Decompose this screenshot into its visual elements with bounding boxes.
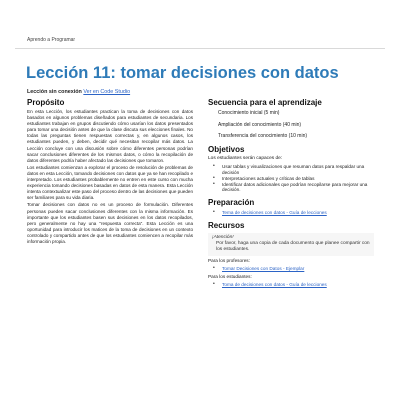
- proposito-heading: Propósito: [27, 98, 65, 107]
- lesson-subline: [27, 89, 130, 95]
- estudiantes-label: Para los estudiantes:: [208, 274, 252, 280]
- profesores-list: [208, 266, 374, 272]
- objetivo-item: • Interpretaciones actuales y críticas de tablas: [208, 176, 374, 182]
- secuencia-list: [208, 110, 374, 140]
- offline-label: Lección sin conexión: [27, 89, 82, 95]
- header-divider: [15, 48, 385, 49]
- objetivo-item: • Identificar datos adicionales que podrían recopilarse para mejorar una decisión.: [208, 182, 374, 194]
- left-column: [27, 98, 193, 245]
- proposito-paragraph-2: Los estudiantes comienzan a explorar el proceso de resolución de problemas de datos en esta Lección, tomando decisiones con datos que ya se han recopilado e interpretado. Los estudiantes probablemente no entren en este curso con mucha experiencia tomando decisiones basadas en datos de esta manera. Esta Lección intenta contextualizar este paso del proceso dentro de las decisiones que pueden ser familiares para su vida diaria.: [27, 164, 193, 201]
- estudiantes-list: [208, 282, 374, 288]
- profesores-link[interactable]: Tomar Decisiones con Datos - Ejemplar: [222, 266, 305, 272]
- preparacion-heading: Preparación: [208, 198, 255, 208]
- callout-title: ¡Atención!: [212, 235, 234, 241]
- proposito-paragraph-1: En esta Lección, los estudiantes practican la toma de decisiones con datos basados en algunos problemas diseñados para estudiantes de secundaria. Los estudiantes trabajan en grupos discutiendo cómo usarían los datos presentados para tomar una decisión antes de que la clase discuta sus elecciones finales. No todas las preguntas tienen respuestas correctas y, en algunos casos, los estudiantes pueden, y deben, decidir qué necesitan recopilar más datos. La Lección concluye con una discusión sobre cómo diferentes personas podrían sacar conclusiones diferentes de los mismos datos, o cómo la recopilación de datos diferentes podría haber afectado las decisiones que tomaron.: [27, 109, 193, 163]
- objetivos-intro: Los estudiantes serán capaces de:: [208, 155, 283, 161]
- estudiantes-link[interactable]: Toma de decisiones con datos - Guía de lecciones: [222, 282, 327, 288]
- secuencia-item: Ampliación del conocimiento (40 min): [218, 121, 302, 128]
- preparacion-link[interactable]: Tema de decisiones con datos - Guía de lecciones: [222, 210, 327, 216]
- objetivos-list: [208, 164, 374, 194]
- secuencia-heading: Secuencia para el aprendizaje: [208, 98, 322, 107]
- profesores-item: [208, 266, 374, 272]
- page-title: Lección 11: tomar decisiones con datos: [26, 64, 339, 82]
- profesores-label: Para los profesores:: [208, 258, 250, 264]
- recursos-heading: Recursos: [208, 221, 245, 231]
- code-studio-link[interactable]: Ver en Code Studio: [83, 89, 131, 95]
- preparacion-section: [208, 198, 374, 216]
- right-column: [208, 98, 374, 288]
- proposito-paragraph-3: Tomar decisiones con datos no es un proceso de formulación. Diferentes personas pueden sacar conclusiones diferentes con la misma información. Es importante que los estudiantes basen sus decisiones en los datos recopilados, pero generalmente no hay una "respuesta correcta". Esta Lección es una oportunidad para introducir los matices de la toma de decisiones en un contexto controlado y compartido antes de que los estudiantes comiencen a recopilar más información propia.: [27, 202, 193, 244]
- preparacion-item: [208, 210, 374, 216]
- preparacion-list: [208, 210, 374, 216]
- callout-body: Por favor, haga una copia de cada documento que planee compartir con los estudiantes.: [216, 241, 370, 253]
- objetivos-heading: Objetivos: [208, 144, 245, 154]
- course-header: Aprendo a Programar: [27, 37, 76, 43]
- secuencia-item: Transferencia del conocimiento (10 min): [218, 133, 308, 140]
- objetivo-item: • Usar tablas y visualizaciones que resuman datos para respaldar una decisión: [208, 164, 374, 176]
- secuencia-item: Conocimiento inicial (5 min): [218, 110, 280, 116]
- recursos-section: [208, 221, 374, 288]
- estudiantes-item: [208, 282, 374, 288]
- attention-callout: [208, 233, 374, 256]
